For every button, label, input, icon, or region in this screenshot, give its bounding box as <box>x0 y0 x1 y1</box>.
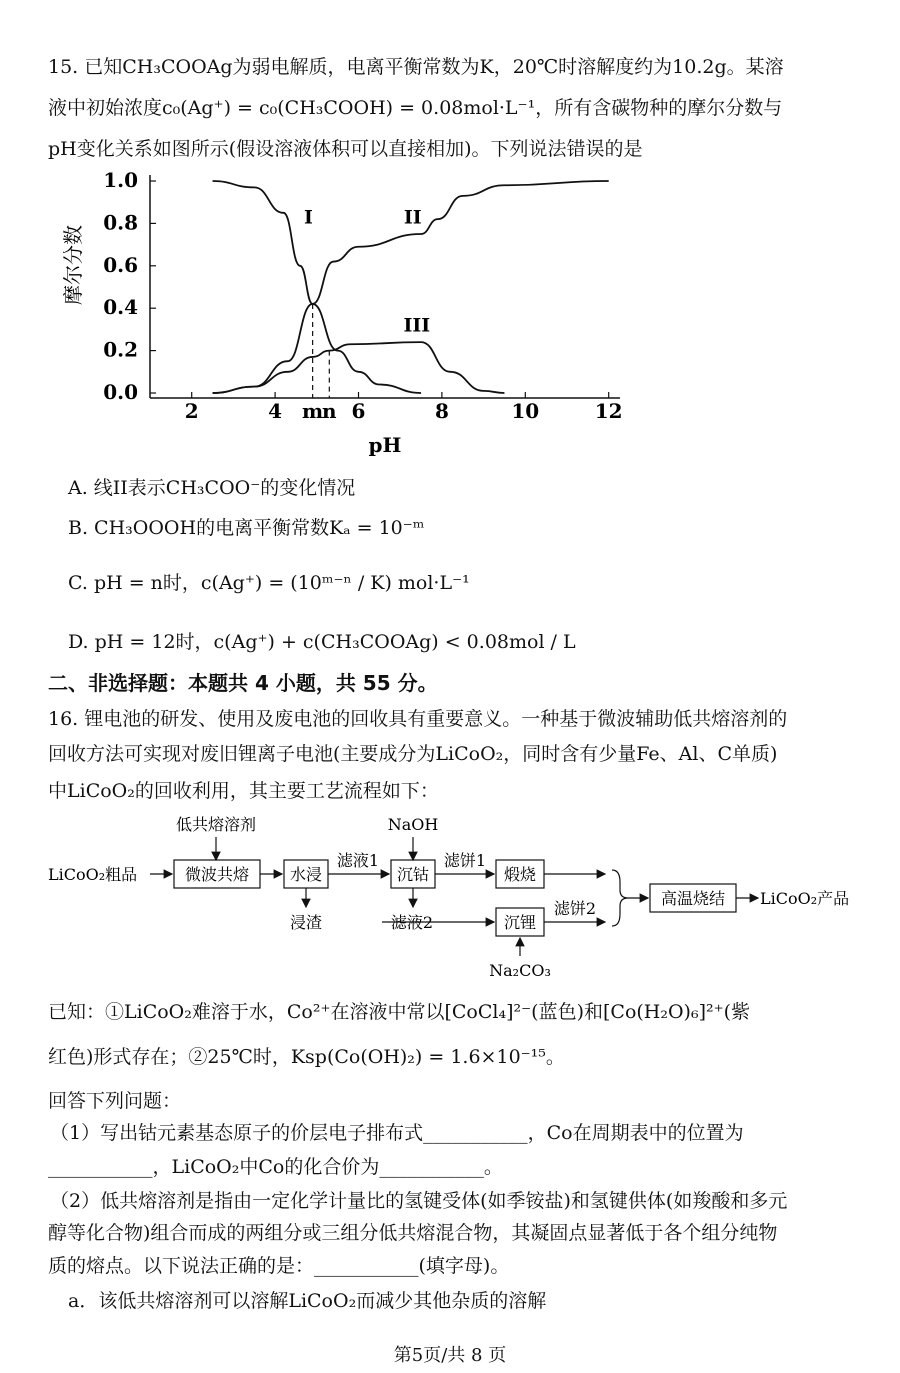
y-tick-label: 0.0 <box>103 380 138 404</box>
y-tick-label: 0.4 <box>103 295 138 320</box>
filtrate1-label: 滤液1 <box>336 851 380 870</box>
y-tick-label: 0.6 <box>103 252 138 277</box>
series-line-3 <box>213 342 505 393</box>
y-axis-label: 摩尔分数 <box>61 225 85 305</box>
reagent-des: 低共熔溶剂 <box>175 815 257 834</box>
box6-label: 高温烧结 <box>660 889 726 908</box>
q16-line3: 中LiCoO₂的回收利用，其主要工艺流程如下： <box>48 780 439 802</box>
x-tick-label: m <box>302 399 324 423</box>
curve-label-2: II <box>403 206 422 229</box>
option-c: C. pH = n时，c(Ag⁺) = (10ᵐ⁻ⁿ / K) mol·L⁻¹ <box>68 572 470 594</box>
page-footer: 第5页/共 8 页 <box>393 1345 507 1366</box>
q16-line1: 16. 锂电池的研发、使用及废电池的回收具有重要意义。一种基于微波辅助低共熔溶剂的 <box>48 708 788 730</box>
residue-label: 浸渣 <box>289 913 323 932</box>
answer-intro: 回答下列问题： <box>48 1090 182 1112</box>
box2-label: 水浸 <box>289 865 323 884</box>
box1-label: 微波共熔 <box>184 865 250 884</box>
cake2-label: 滤饼2 <box>553 899 597 918</box>
q15-line1: 15. 已知CH₃COOAg为弱电解质，电离平衡常数为K，20℃时溶解度约为10.2g。某溶 <box>48 56 784 78</box>
known-line2: 红色)形式存在；②25℃时，Ksp(Co(OH)₂) = 1.6×10⁻¹⁵。 <box>48 1046 565 1068</box>
molar-fraction-chart <box>0 165 900 465</box>
q1-line1: （1）写出钴元素基态原子的价层电子排布式___________，Co在周期表中的位置为 <box>50 1122 744 1144</box>
q15-line2: 液中初始浓度c₀(Ag⁺) = c₀(CH₃COOH) = 0.08mol·L⁻¹，所有含碳物种的摩尔分数与 <box>48 97 783 119</box>
x-tick-label: 12 <box>594 399 623 423</box>
x-axis-label: pH <box>368 433 402 457</box>
y-tick-label: 1.0 <box>103 168 138 192</box>
process-flow-diagram <box>0 810 900 990</box>
reagent-naoh: NaOH <box>387 815 439 834</box>
q2-option-a: a．该低共熔溶剂可以溶解LiCoO₂而减少其他杂质的溶解 <box>68 1290 547 1312</box>
q16-line2: 回收方法可实现对废旧锂离子电池(主要成分为LiCoO₂，同时含有少量Fe、Al、C单质) <box>48 743 778 765</box>
x-tick-label: 10 <box>511 399 540 423</box>
y-tick-label: 0.2 <box>103 337 138 362</box>
x-tick-label: n <box>322 399 337 423</box>
section-heading: 二、非选择题：本题共 4 小题，共 55 分。 <box>48 671 438 695</box>
q2-line3: 质的熔点。以下说法正确的是：___________(填字母)。 <box>48 1255 510 1277</box>
curve-label-3: III <box>403 314 431 337</box>
x-tick-label: 8 <box>434 399 449 423</box>
q15-line3: pH变化关系如图所示(假设溶液体积可以直接相加)。下列说法错误的是 <box>48 138 643 160</box>
y-tick-label: 0.8 <box>103 210 138 235</box>
q2-line2: 醇等化合物)组合而成的两组分或三组分低共熔混合物，其凝固点显著低于各个组分纯物 <box>48 1222 778 1244</box>
q2-line1: （2）低共熔溶剂是指由一定化学计量比的氢键受体(如季铵盐)和氢键供体(如羧酸和多元 <box>50 1190 788 1212</box>
box3-label: 沉钴 <box>396 865 430 884</box>
q1-line2: ___________，LiCoO₂中Co的化合价为___________。 <box>48 1156 503 1178</box>
option-b: B. CH₃OOOH的电离平衡常数Kₐ = 10⁻ᵐ <box>68 517 425 539</box>
box4-label: 煅烧 <box>503 865 537 884</box>
x-tick-label: 4 <box>268 399 283 423</box>
reagent-na2co3: Na₂CO₃ <box>489 961 551 980</box>
known-line1: 已知：①LiCoO₂难溶于水，Co²⁺在溶液中常以[CoCl₄]²⁻(蓝色)和[Co(H₂O)₆]²⁺(紫 <box>48 1001 751 1023</box>
series-line-1 <box>213 181 421 393</box>
box5-label: 沉锂 <box>503 913 537 932</box>
input-crude: LiCoO₂粗品 <box>48 865 138 884</box>
curve-label-1: I <box>304 206 313 229</box>
option-d: D. pH = 12时，c(Ag⁺) + c(CH₃COOAg) < 0.08mol / L <box>68 631 576 653</box>
option-a: A. 线II表示CH₃COO⁻的变化情况 <box>68 477 356 499</box>
output-product: LiCoO₂产品 <box>760 889 850 908</box>
cake1-label: 滤饼1 <box>443 851 487 870</box>
filtrate2-label: 滤液2 <box>390 913 434 932</box>
x-tick-label: 2 <box>184 399 199 423</box>
x-tick-label: 6 <box>351 399 366 423</box>
